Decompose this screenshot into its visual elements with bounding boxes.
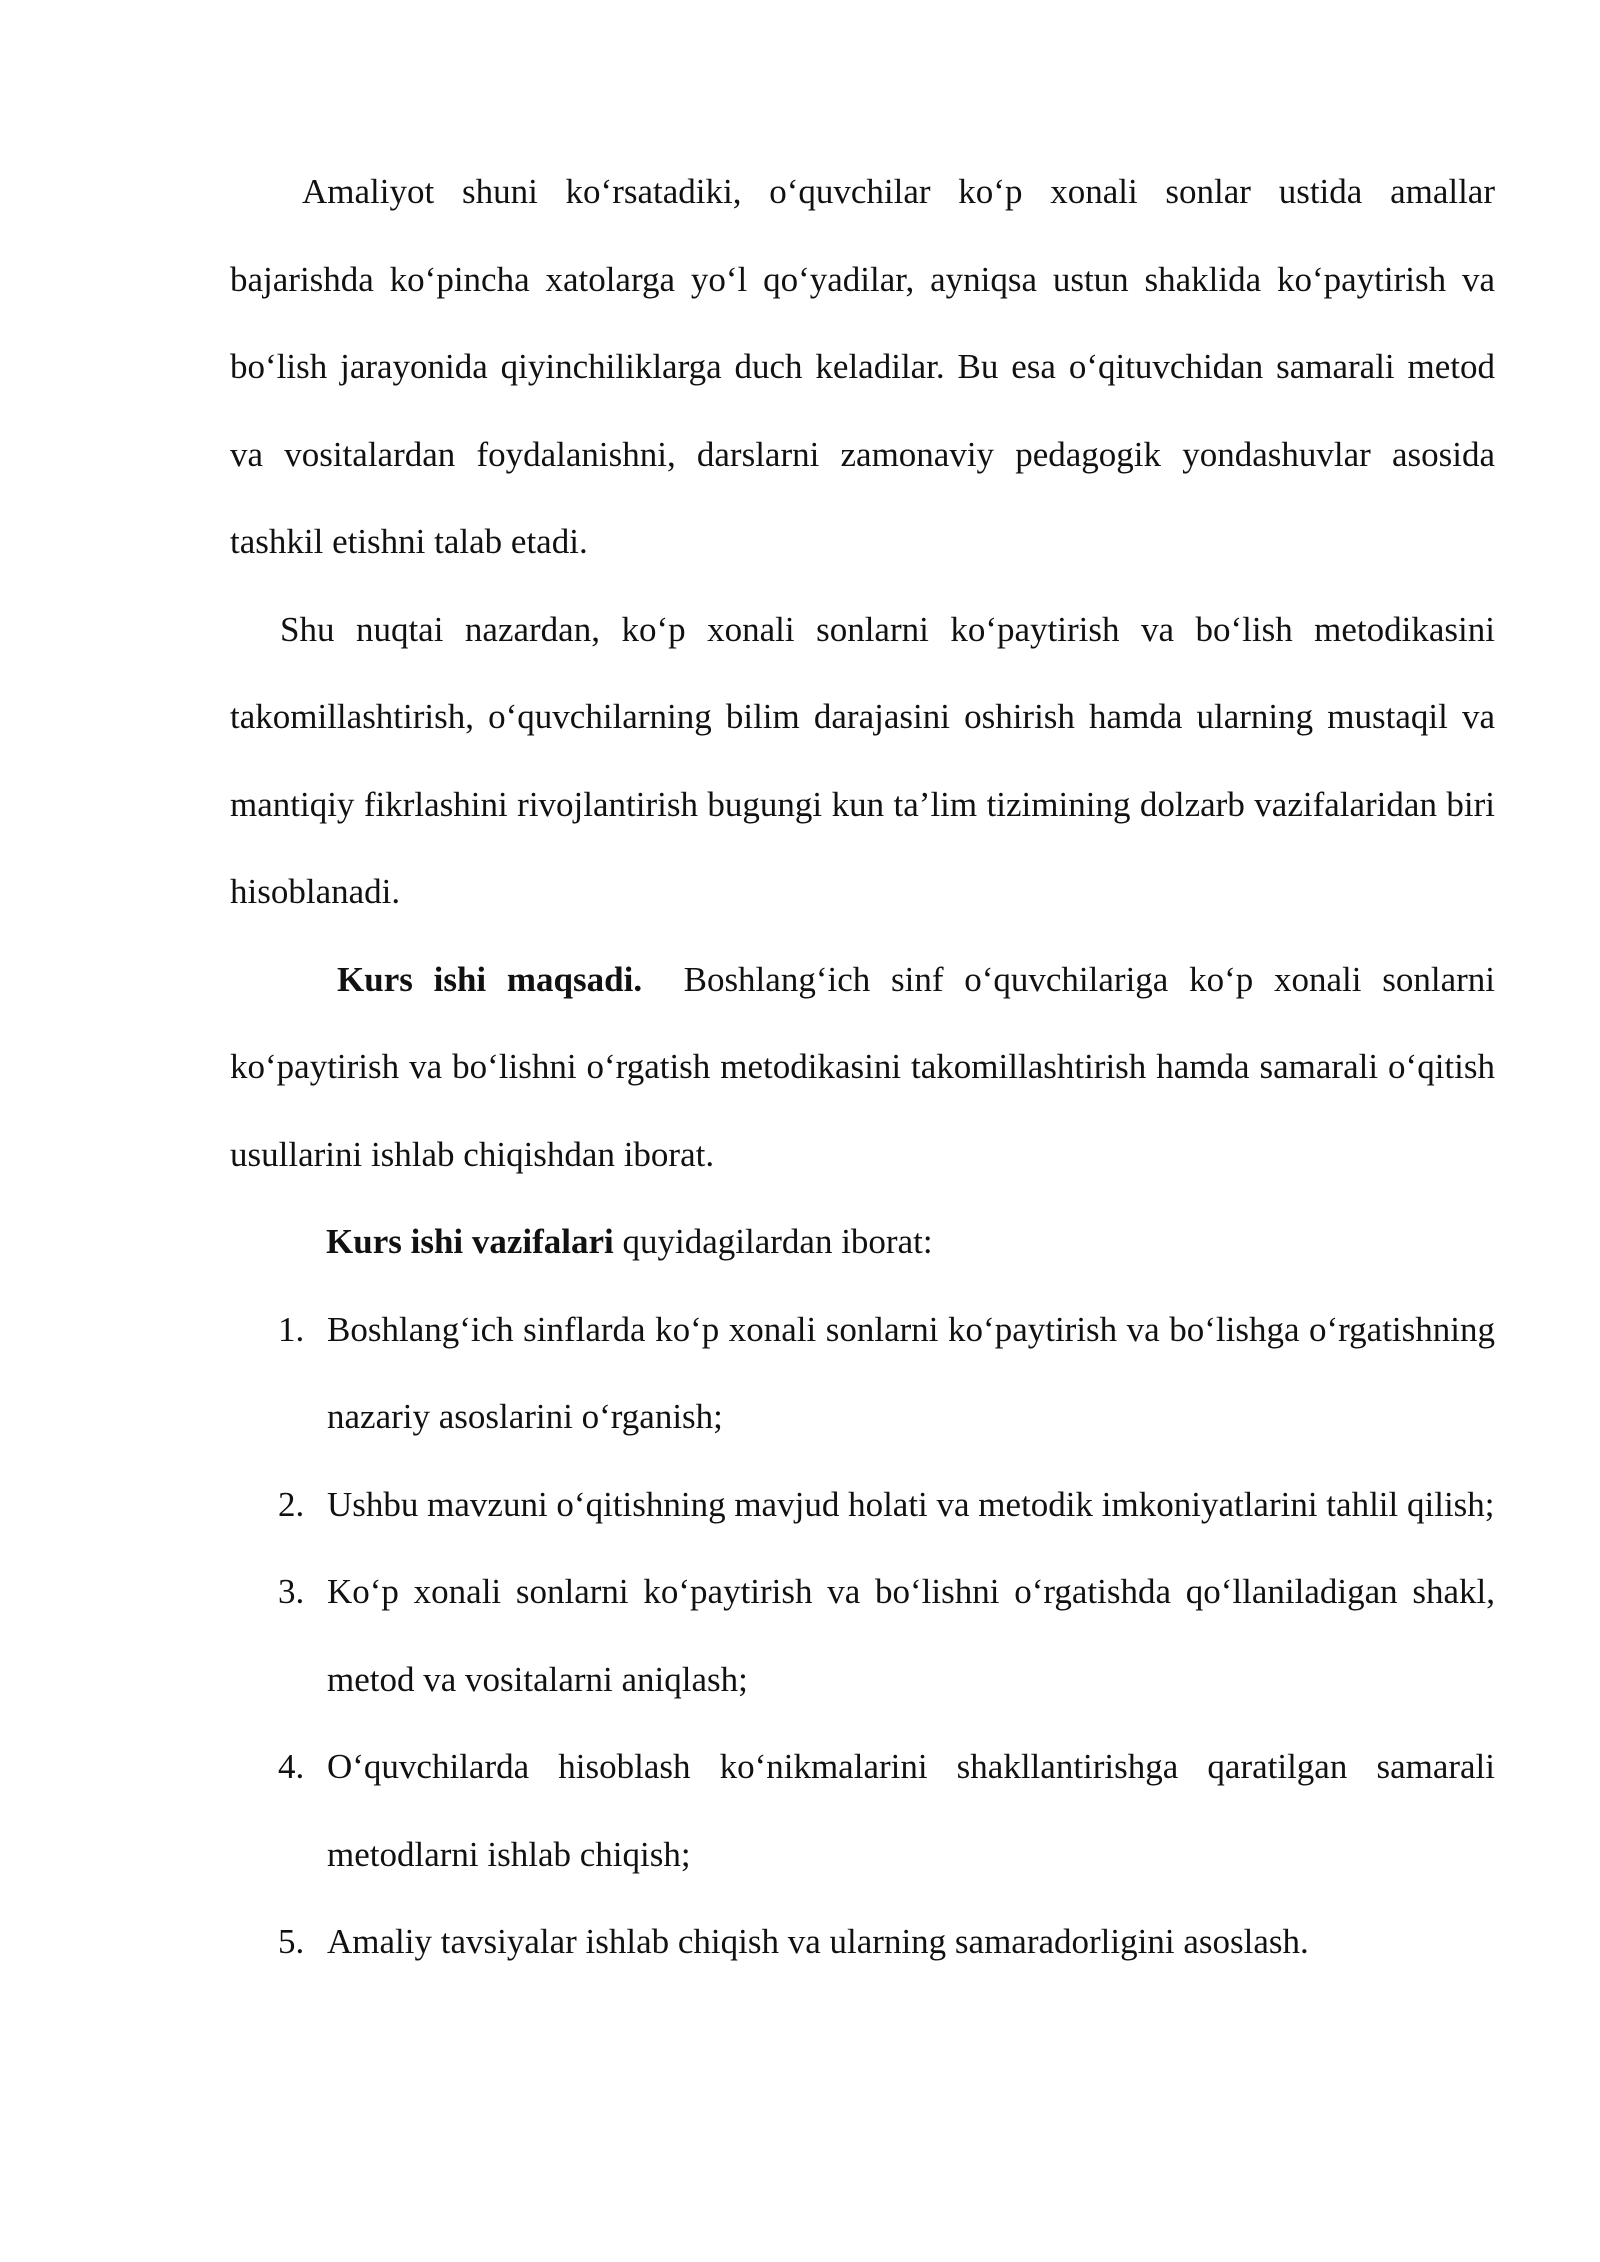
list-item-number: 2. [278,1484,305,1524]
document-page [230,148,1495,1986]
list-item-number: 1. [278,1309,305,1349]
paragraph-tasks-intro [230,1198,1495,1286]
list-item-text: O‘quvchilarda hisoblash ko‘nikmalarini shakllantirishga qaratilgan samarali metodlarni ishlab chiqish; [327,1747,1495,1874]
tasks-list [230,1286,1495,1986]
paragraph-goal [230,936,1495,1199]
paragraph-relevance: Shu nuqtai nazardan, ko‘p xonali sonlarni ko‘paytirish va bo‘lish metodikasini takomillashtirish, o‘quvchilarning bilim darajasini oshirish hamda ularning mustaqil va mantiqiy fikrlashini rivojlantirish bugungi kun ta’lim tizimining dolzarb vazifalaridan biri hisoblanadi. [230,609,1495,911]
list-item-text: Amaliy tavsiyalar ishlab chiqish va ularning samaradorligini asoslash. [327,1922,1309,1961]
list-item [230,1461,1495,1549]
list-item-text: Boshlang‘ich sinflarda ko‘p xonali sonlarni ko‘paytirish va bo‘lishga o‘rgatishning nazariy asoslarini o‘rganish; [327,1309,1495,1436]
goal-text: Boshlang‘ich sinf o‘quvchilariga ko‘p xonali sonlarni ko‘paytirish va bo‘lishni o‘rgatish metodikasini takomillashtirish hamda samarali o‘qitish usullarini ishlab chiqishdan iborat. [230,959,1496,1174]
list-item-number: 3. [278,1572,305,1611]
list-item-number: 5. [278,1922,305,1961]
paragraph-practice: Amaliyot shuni ko‘rsatadiki, o‘quvchilar ko‘p xonali sonlar ustida amallar bajarishda ko‘pincha xatolarga yo‘l qo‘yadilar, ayniqsa ustun shaklida ko‘paytirish va bo‘lish jarayonida qiyinchiliklarga duch keladilar. Bu esa o‘qituvchidan samarali metod va vositalardan foydalanishni, darslarni zamonaviy pedagogik yondashuvlar asosida tashkil etishni talab etadi. [230,172,1495,561]
list-item [230,1286,1495,1461]
goal-heading: Kurs ishi maqsadi. [337,959,643,999]
list-item [230,1898,1495,1986]
tasks-intro-text: quyidagilardan iborat: [622,1222,933,1261]
list-item-text: Ko‘p xonali sonlarni ko‘paytirish va bo‘lishni o‘rgatishda qo‘llaniladigan shakl, metod va vositalarni aniqlash; [327,1572,1495,1699]
list-item-text: Ushbu mavzuni o‘qitishning mavjud holati va metodik imkoniyatlarini tahlil qilish; [327,1484,1495,1524]
list-item [230,1723,1495,1898]
list-item-number: 4. [278,1747,305,1786]
tasks-heading: Kurs ishi vazifalari [326,1222,614,1261]
list-item [230,1548,1495,1723]
